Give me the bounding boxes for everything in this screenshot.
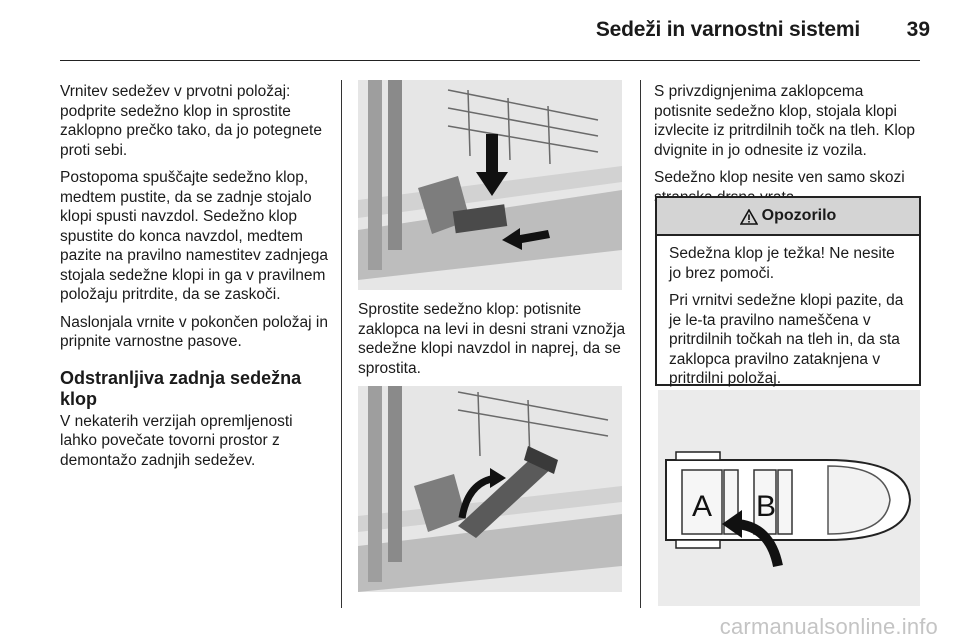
van-seat-layout-diagram [658,390,920,606]
paragraph: Sedežno klop nesite ven samo skozi [654,169,905,186]
seat-label-a: A [692,490,713,523]
paragraph: Postopoma spuščajte sedežno klop, medtem pustite, da se zadnje stojalo klopi spusti navzdol. Sedežno klop spustite do konca navzdol, medtem pazite na pravilno namestitev zadnjega stojala sedežne klopi in ga v pravilnem položaju pritrdite, da se zaskoči. [60,169,328,303]
latch-release-illustration [358,386,622,592]
page-number: 39 [906,18,930,41]
paragraph: Vrnitev sedežev v prvotni položaj: podprite sedežno klop in sprostite zaklopno prečko tako, da jo potegnete proti sebi. [60,83,322,159]
latch-press-illustration [358,80,622,290]
watermark: carmanualsonline.info [719,614,938,639]
paragraph: Naslonjala vrnite v pokončen položaj in pripnite varnostne pasove. [60,313,328,350]
section-heading: Odstranljiva zadnja sedežna klop [60,367,302,409]
seat-label-b: B [756,490,777,523]
header-rule [60,60,920,61]
warning-text: Sedežna klop je težka! Ne nesite jo brez pomoči. [669,245,895,282]
warning-triangle-icon [740,209,758,225]
page-header-title: Sedeži in varnostni sistemi [595,18,860,41]
column-divider-2 [640,80,641,608]
warning-box [655,196,921,386]
column-divider-1 [341,80,342,608]
photo-caption: Sprostite sedežno klop: potisnite zaklopca na levi in desni strani vznožja sedežne klopi navzdol in naprej, da se sprostita. [358,301,626,377]
column-left [60,82,332,478]
paragraph: V nekaterih verzijah opremljenosti lahko povečate tovorni prostor z demontažo zadnjih sedežev. [60,412,293,469]
paragraph: S privzdignjenima zaklopcema potisnite sedežno klop, stojala klopi izvlecite iz pritrdilnih točk na tleh. Klop dvignite in jo odnesite iz vozila. [654,83,916,159]
warning-header [657,198,919,236]
warning-title: Opozorilo [761,207,837,224]
warning-body [657,236,919,405]
warning-text: Pri vrnitvi sedežne klopi pazite, da je le-ta pravilno nameščena v pritrdilnih točkah na tleh in, da sta zaklopca pravilno zataknjena v pritrdilni položaj. [669,292,904,387]
